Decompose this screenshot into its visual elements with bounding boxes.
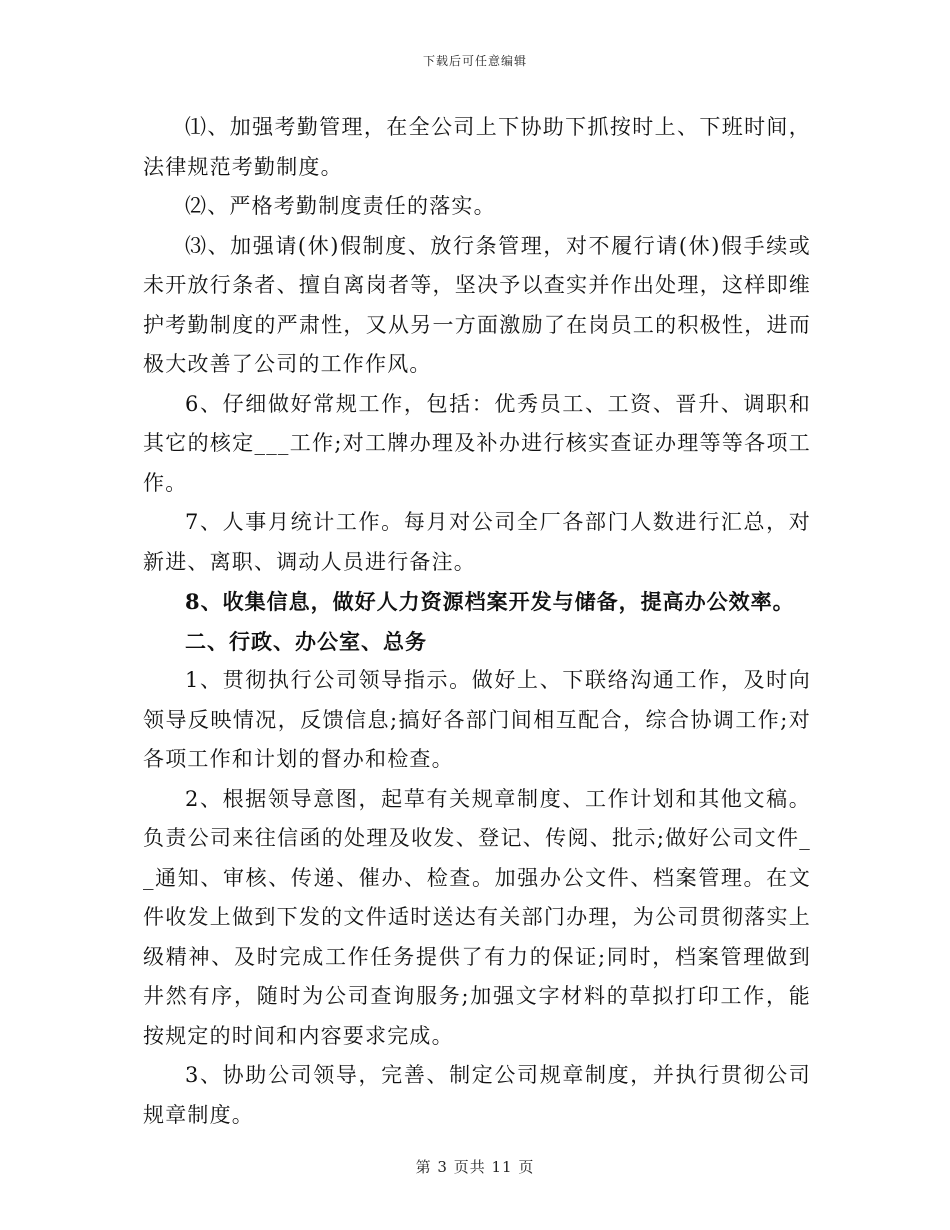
page-header: 下载后可任意编辑 [422,54,527,68]
document-body [143,108,811,1135]
paragraph-leave-management: ⑶、加强请(休)假制度、放行条管理，对不履行请(休)假手续或未开放行条者、擅自离岗者等，坚决予以查实并作出处理，这样即维护考勤制度的严肃性，又从另一方面激励了在岗员工的积极性，进而极大改善了公司的工作作风。 [143,233,811,376]
paragraph-information-collection: 8、收集信息，做好人力资源档案开发与储备，提高办公效率。 [185,589,795,614]
paragraph-attendance-responsibility: ⑵、严格考勤制度责任的落实。 [185,194,496,218]
section-heading-administration: 二、行政、办公室、总务 [185,628,427,654]
page-footer: 第 3 页共 11 页 [415,1158,535,1176]
paragraph-leadership-instructions: 1、贯彻执行公司领导指示。做好上、下联络沟通工作，及时向领导反映情况，反馈信息;搞好各部门间相互配合，综合协调工作;对各项工作和计划的督办和检查。 [143,668,811,771]
paragraph-attendance-management: ⑴、加强考勤管理，在全公司上下协助下抓按时上、下班时间，法律规范考勤制度。 [143,115,811,179]
paragraph-document-drafting: 2、根据领导意图，起草有关规章制度、工作计划和其他文稿。负责公司来往信函的处理及收发、登记、传阅、批示;做好公司文件__通知、审核、传递、催办、检查。加强办公文件、档案管理。在文件收发上做到下发的文件适时送达有关部门办理，为公司贯彻落实上级精神、及时完成工作任务提供了有力的保证;同时，档案管理做到井然有序，随时为公司查询服务;加强文字材料的草拟打印工作，能按规定的时间和内容要求完成。 [143,786,811,1048]
paragraph-monthly-statistics: 7、人事月统计工作。每月对公司全厂各部门人数进行汇总，对新进、离职、调动人员进行备注。 [143,510,811,574]
paragraph-routine-work: 6、仔细做好常规工作，包括：优秀员工、工资、晋升、调职和其它的核定___工作;对工牌办理及补办进行核实查证办理等等各项工作。 [143,391,811,495]
paragraph-rules-regulations: 3、协助公司领导，完善、制定公司规章制度，并执行贯彻公司规章制度。 [143,1063,811,1127]
